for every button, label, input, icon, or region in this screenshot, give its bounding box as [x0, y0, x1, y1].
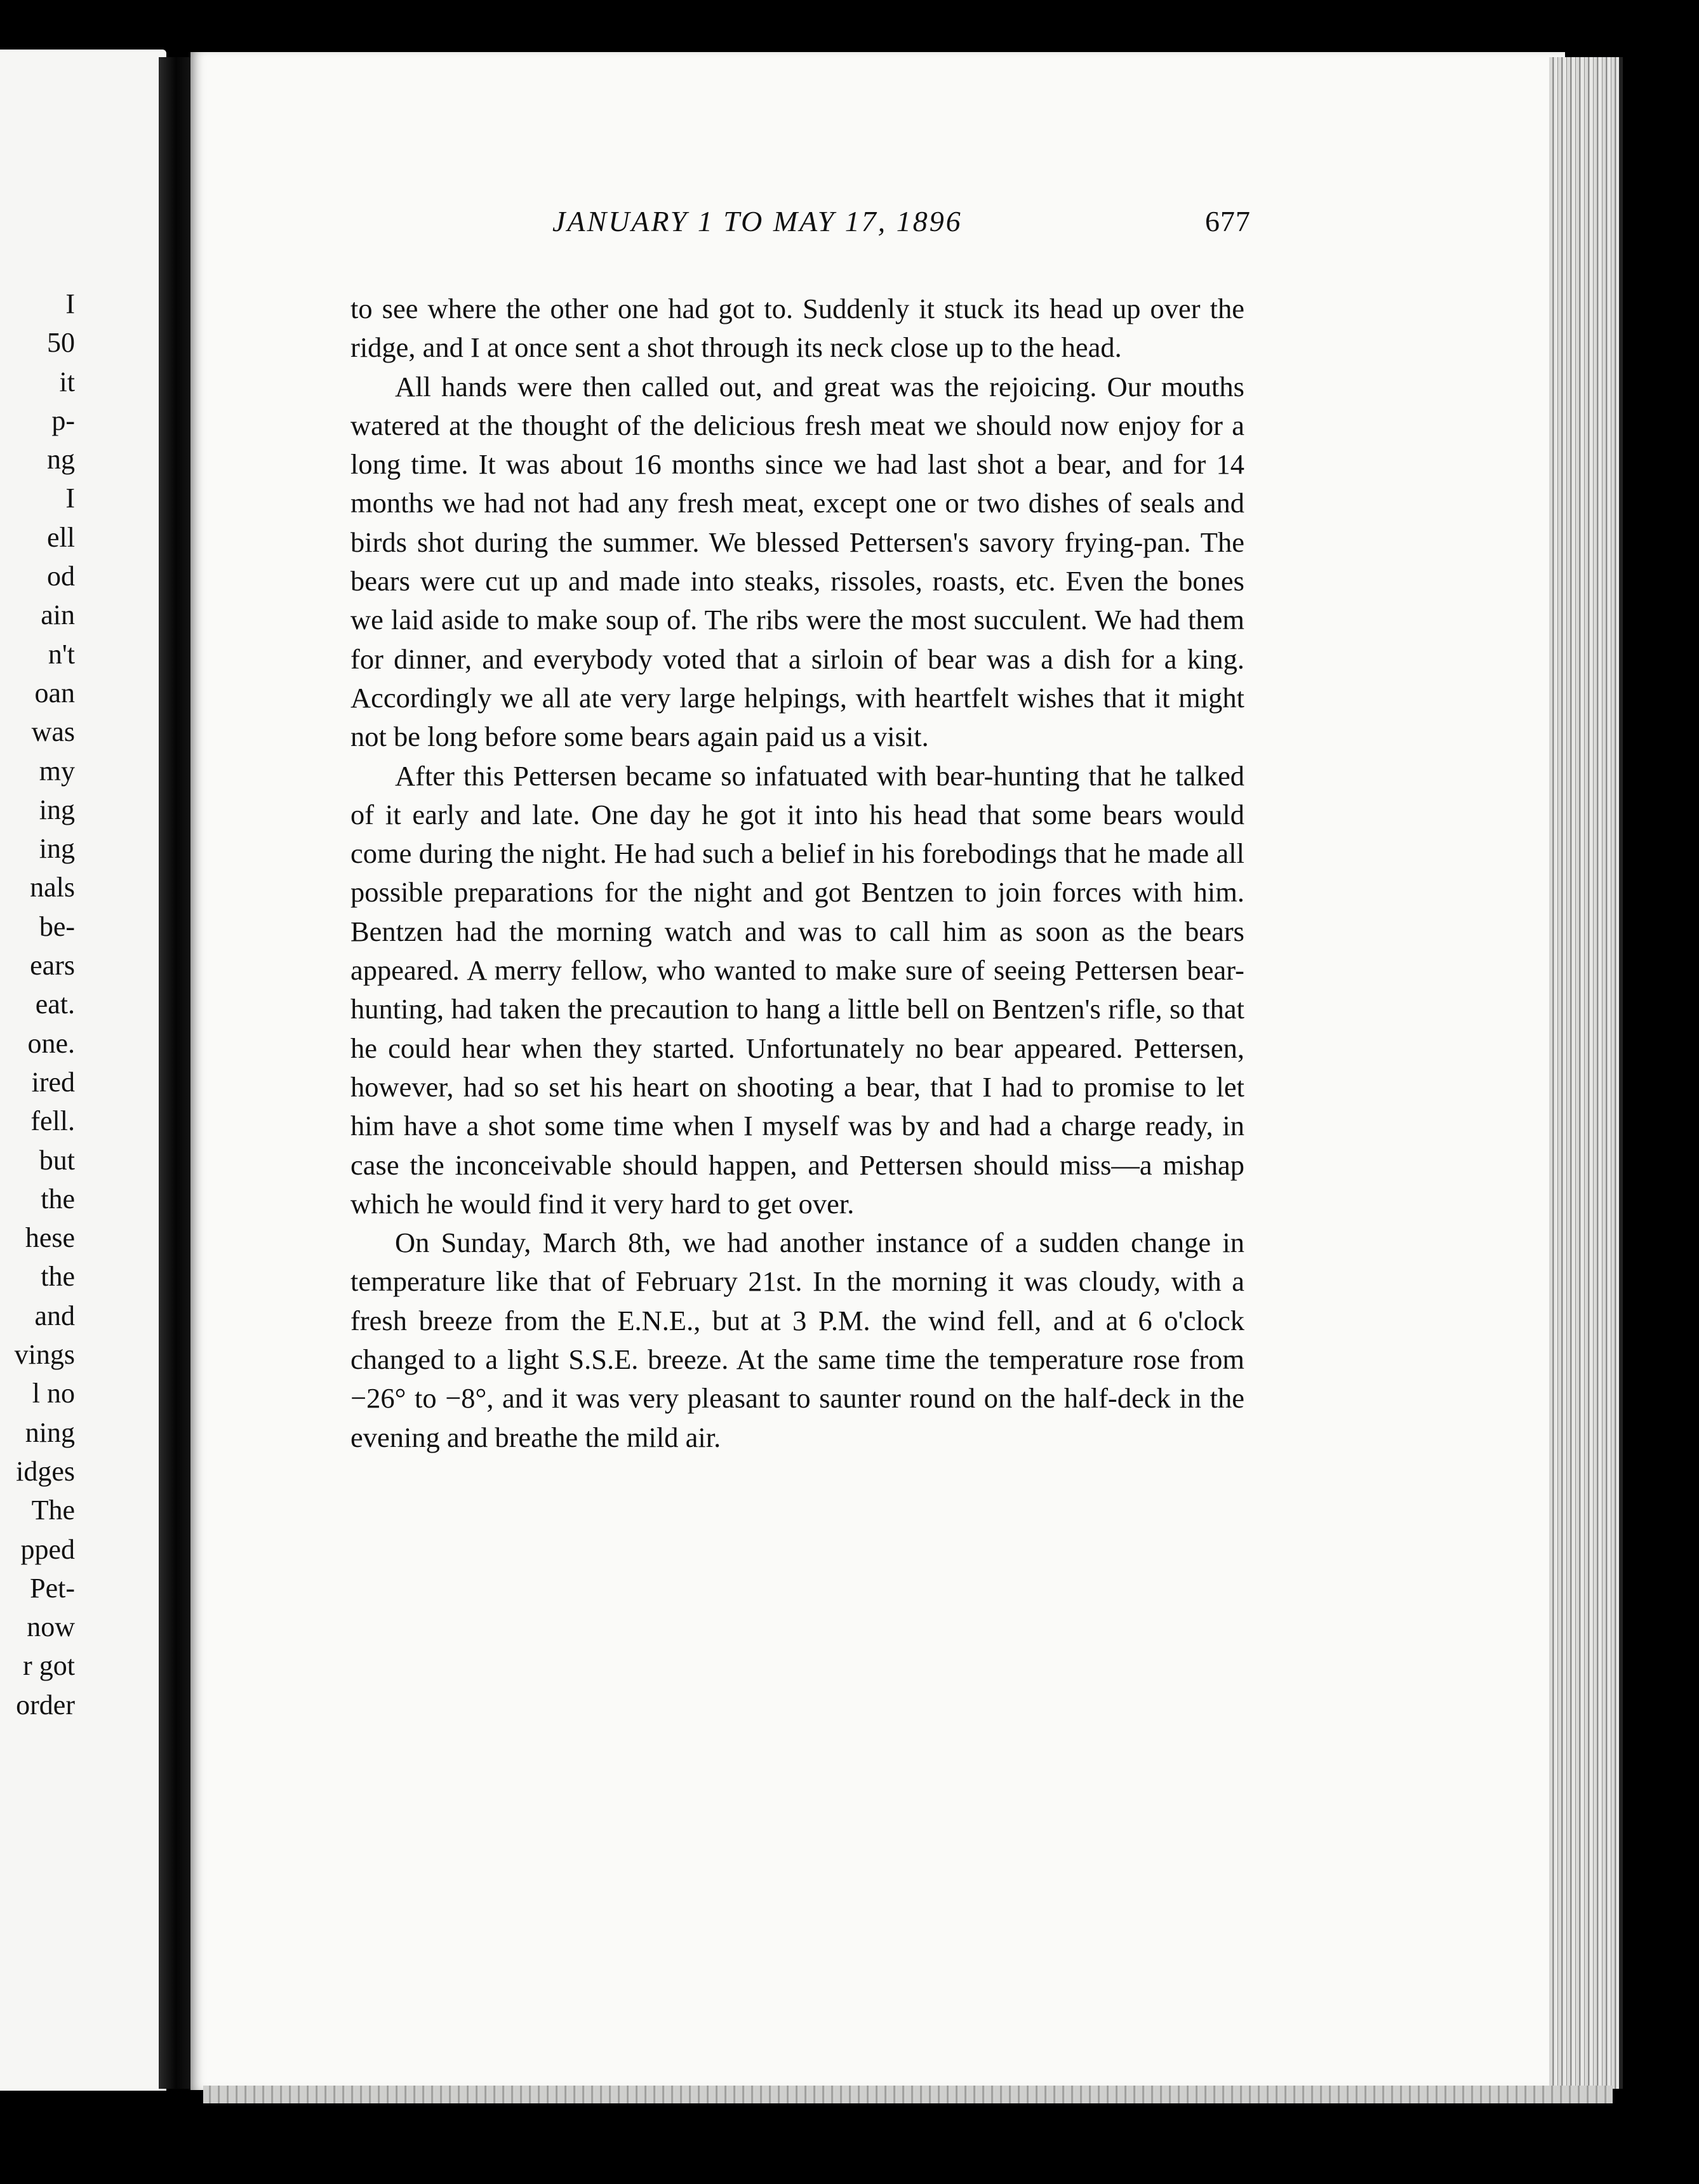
left-line-fragment: order	[16, 1689, 75, 1721]
page-edges	[1549, 57, 1623, 2089]
left-line-fragment: vings	[14, 1339, 75, 1371]
running-title: JANUARY 1 TO MAY 17, 1896	[552, 205, 963, 237]
page-number: 677	[1205, 205, 1251, 237]
left-line-fragment: ired	[31, 1066, 75, 1098]
left-line-fragment: ning	[25, 1416, 75, 1448]
left-page-fragments	[0, 284, 75, 1724]
left-line-fragment: I	[65, 288, 75, 319]
body-text	[350, 290, 1244, 1457]
left-line-fragment: it	[59, 366, 75, 397]
left-line-fragment: The	[31, 1495, 75, 1526]
left-line-fragment: Pet-	[30, 1572, 75, 1604]
left-line-fragment: I	[65, 483, 75, 514]
left-line-fragment: r got	[23, 1650, 75, 1682]
left-line-fragment: n't	[48, 638, 75, 670]
left-line-fragment: idges	[16, 1455, 75, 1487]
left-line-fragment: ing	[39, 833, 75, 865]
left-line-fragment: ain	[41, 599, 75, 631]
left-line-fragment: my	[39, 755, 75, 787]
left-line-fragment: oan	[34, 677, 75, 709]
left-line-fragment: was	[31, 716, 75, 748]
left-line-fragment: fell.	[30, 1105, 75, 1137]
left-line-fragment: 50	[47, 327, 75, 359]
left-line-fragment: p-	[51, 404, 75, 436]
left-line-fragment: the	[41, 1261, 75, 1293]
left-line-fragment: ears	[30, 950, 75, 982]
paragraph: After this Pettersen became so infatuated with bear-hunting that he talked of it early and late. One day he got it into his head that some bears would come during the night. He had such a belief in his forebodings that he made all possible preparations for the night and got Bentzen to join forces with him. Bentzen had the morning watch and was to call him as soon as the bears appeared. A merry fellow, who wanted to make sure of seeing Pettersen bear-hunting, had taken the precaution to hang a little bell on Bentzen's rifle, so that he could hear when they started. Unfortunately no bear appeared. Pettersen, however, had so set his heart on shooting a bear, that I had to promise to let him have a shot some time when I myself was by and had a charge ready, in case the inconceivable should happen, and Pettersen should miss—a mishap which he would find it very hard to get over.	[350, 759, 1244, 1220]
left-line-fragment: and	[34, 1300, 75, 1331]
left-line-fragment: hese	[25, 1222, 75, 1254]
left-line-fragment: l no	[32, 1378, 75, 1409]
left-line-fragment: one.	[27, 1027, 75, 1059]
paragraph: to see where the other one had got to. Suddenly it stuck its head up over the ridge, and I at once sent a shot through its neck close up to the head.	[350, 293, 1244, 364]
left-line-fragment: now	[27, 1611, 75, 1643]
left-line-fragment: nals	[30, 872, 75, 903]
left-line-fragment: be-	[39, 910, 75, 942]
left-line-fragment: ng	[47, 444, 75, 476]
left-line-fragment: but	[39, 1144, 75, 1176]
left-line-fragment: ell	[47, 521, 75, 553]
running-head	[552, 204, 1251, 249]
left-line-fragment: ing	[39, 794, 75, 825]
left-line-fragment: pped	[20, 1533, 75, 1565]
paragraph: All hands were then called out, and great was the rejoicing. Our mouths watered at the thought of the delicious fresh meat we should now enjoy for a long time. It was about 16 months since we had last shot a bear, and for 14 months we had not had any fresh meat, except one or two dishes of seals and birds shot during the summer. We blessed Pettersen's savory frying-pan. The bears were cut up and made into steaks, rissoles, roasts, etc. Even the bones we laid aside to make soup of. The ribs were the most succulent. We had them for dinner, and everybody voted that a sirloin of bear was a dish for a king. Accordingly we all ate very large helpings, with heartfelt wishes that it might not be long before some bears again paid us a visit.	[350, 370, 1244, 753]
bottom-page-edge	[203, 2086, 1613, 2103]
left-line-fragment: od	[47, 561, 75, 592]
left-line-fragment: eat.	[35, 989, 75, 1020]
left-line-fragment: the	[41, 1183, 75, 1215]
paragraph: On Sunday, March 8th, we had another instance of a sudden change in temperature like that of February 21st. In the morning it was cloudy, with a fresh breeze from the E.N.E., but at 3 P.M. the wind fell, and at 6 o'clock changed to a light S.S.E. breeze. At the same time the temperature rose from −26° to −8°, and it was very pleasant to saunter round on the half-deck in the evening and breathe the mild air.	[350, 1227, 1244, 1453]
